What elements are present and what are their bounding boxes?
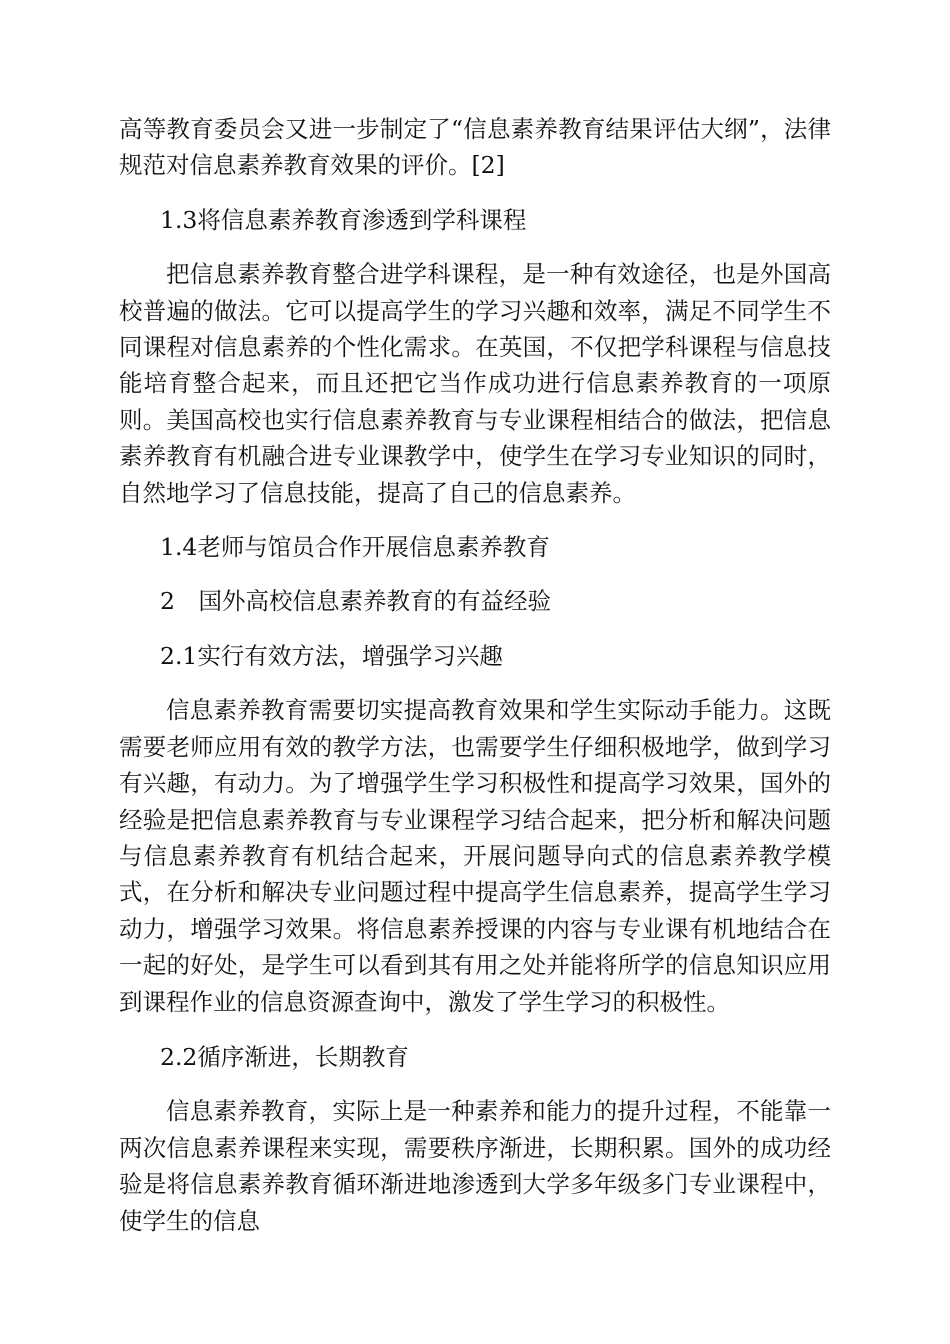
paragraph-evaluation-outline: 高等教育委员会又进一步制定了“信息素养教育结果评估大纲”，法律规范对信息素养教育效果的评价。[2]	[119, 115, 831, 180]
spacer	[119, 511, 831, 529]
spacer	[119, 1020, 831, 1039]
heading-2: 2 国外高校信息素养教育的有益经验	[160, 587, 551, 616]
spacer	[119, 184, 831, 202]
heading-1-3: 1.3将信息素养教育渗透到学科课程	[160, 205, 527, 234]
heading-2-2: 2.2循序渐进，长期教育	[160, 1042, 409, 1071]
spacer	[119, 674, 831, 692]
spacer	[119, 1075, 831, 1093]
spacer	[119, 620, 831, 638]
heading-2-1: 2.1实行有效方法，增强学习兴趣	[160, 641, 503, 670]
document-body	[119, 111, 831, 1239]
paragraph-long-term-education: 信息素养教育，实际上是一种素养和能力的提升过程，不能靠一两次信息素养课程来实现，需要秩序渐进，长期积累。国外的成功经验是将信息素养教育循环渐进地渗透到大学多年级多门专业课程中，使学生的信息	[119, 1097, 831, 1235]
paragraph-effective-methods: 信息素养教育需要切实提高教育效果和学生实际动手能力。这既需要老师应用有效的教学方法，也需要学生仔细积极地学，做到学习有兴趣，有动力。为了增强学生学习积极性和提高学习效果，国外的经验是把信息素养教育与专业课程学习结合起来，把分析和解决问题与信息素养教育有机结合起来，开展问题导向式的信息素养教学模式，在分析和解决专业问题过程中提高学生信息素养，提高学生学习动力，增强学习效果。将信息素养授课的内容与专业课有机地结合在一起的好处，是学生可以看到其有用之处并能将所学的信息知识应用到课程作业的信息资源查询中，激发了学生学习的积极性。	[119, 696, 831, 1016]
spacer	[119, 565, 831, 583]
heading-1-4: 1.4老师与馆员合作开展信息素养教育	[160, 533, 550, 562]
spacer	[119, 238, 831, 256]
paragraph-integrate-curriculum: 把信息素养教育整合进学科课程，是一种有效途径，也是外国高校普遍的做法。它可以提高学生的学习兴趣和效率，满足不同学生不同课程对信息素养的个性化需求。在英国，不仅把学科课程与信息技能培育整合起来，而且还把它当作成功进行信息素养教育的一项原则。美国高校也实行信息素养教育与专业课程相结合的做法，把信息素养教育有机融合进专业课教学中，使学生在学习专业知识的同时，自然地学习了信息技能，提高了自己的信息素养。	[119, 260, 831, 507]
